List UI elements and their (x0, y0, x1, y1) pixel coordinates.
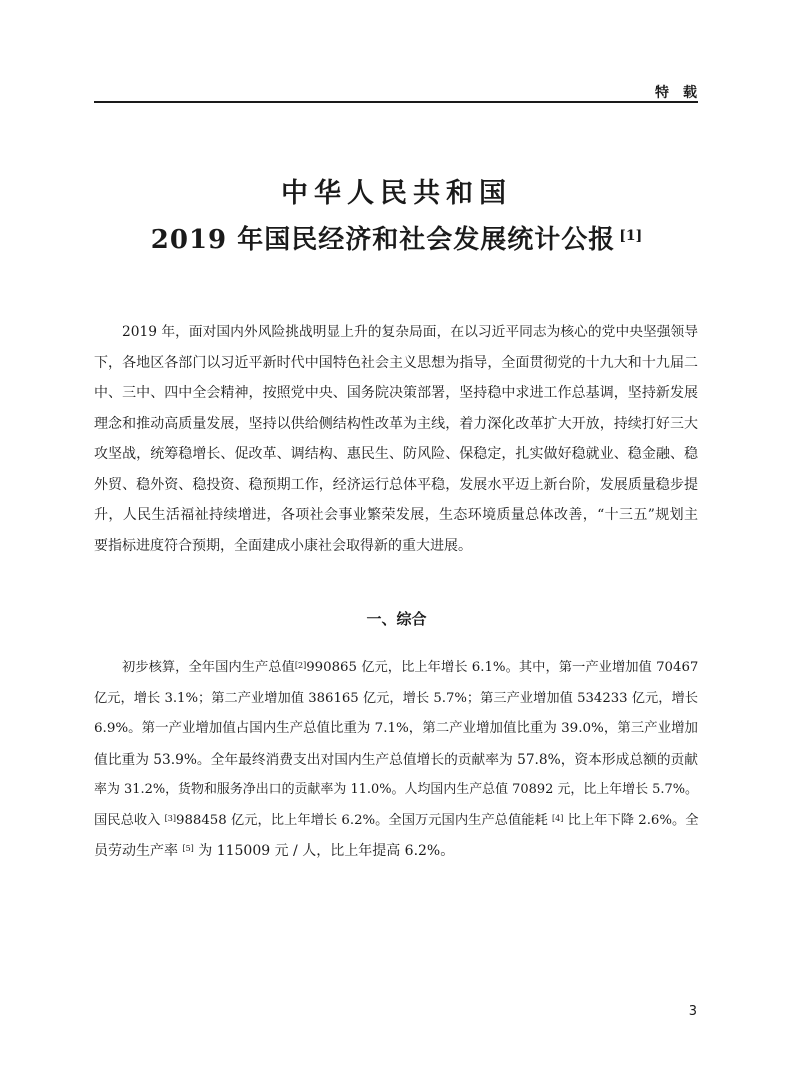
footnote-ref-4[interactable]: [4] (552, 813, 564, 823)
running-head (0, 82, 711, 102)
section-paragraph (94, 653, 698, 867)
paragraph-line: 值比重为 53.9%。全年最终消费支出对国内生产总值增长的贡献率为 57.8%，资本形成总额的贡献 (94, 751, 698, 768)
footnote-ref-2[interactable]: [2] (294, 661, 307, 670)
paragraph-line (94, 653, 698, 684)
document-title-line-1: 中华人民共和国 (281, 178, 512, 209)
text-run: 990865 亿元，比上年增长 6.1%。其中，第一产业增加值 70467 (306, 660, 699, 675)
paragraph-line: 亿元，增长 3.1%；第二产业增加值 386165 亿元，增长 5.7%；第三产业增加值 534233 亿元，增长 (94, 690, 698, 706)
text-run: 初步核算，全年国内生产总值 (122, 660, 295, 675)
paragraph-line: 率为 31.2%，货物和服务净出口的贡献率为 11.0%。人均国内生产总值 70892 元，比上年增长 5.7%。 (94, 782, 698, 797)
header-rule (94, 101, 698, 103)
footnote-ref-3[interactable]: [3] (164, 813, 176, 823)
text-run: 988458 亿元，比上年增长 6.2%。全国万元国内生产总值能耗 (176, 812, 548, 828)
document-title-text: 2019 年国民经济和社会发展统计公报 (150, 225, 616, 255)
paragraph-line: 6.9%。第一产业增加值占国内生产总值比重为 7.1%，第二产业增加值比重为 39.0%，第三产业增加 (94, 721, 698, 736)
text-run: 国民总收入 (94, 812, 161, 828)
footnote-ref-5[interactable]: [5] (182, 844, 194, 853)
paragraph-line: 外贸、稳外资、稳投资、稳预期工作，经济运行总体平稳，发展水平迈上新台阶，发展质量稳步提 (94, 476, 698, 493)
paragraph-line: 理念和推动高质量发展，坚持以供给侧结构性改革为主线，着力深化改革扩大开放，持续打好三大 (94, 415, 698, 432)
text-run: 为 115009 元 / 人，比上年提高 6.2%。 (198, 843, 455, 859)
paragraph-line: 攻坚战，统筹稳增长、促改革、调结构、惠民生、防风险、保稳定，扎实做好稳就业、稳金融、稳 (94, 446, 698, 462)
paragraph-line: 中、三中、四中全会精神，按照党中央、国务院决策部署，坚持稳中求进工作总基调，坚持新发展 (94, 385, 698, 401)
section-heading: 一、综合 (366, 610, 427, 628)
paragraph-line: 升，人民生活福祉持续增进，各项社会事业繁荣发展，生态环境质量总体改善，“十三五”规划主 (94, 507, 698, 523)
paragraph-line: 下，各地区各部门以习近平新时代中国特色社会主义思想为指导，全面贯彻党的十九大和十九届二 (94, 354, 698, 371)
paragraph-line (94, 806, 698, 837)
text-run: 员劳动生产率 (94, 843, 178, 859)
text-run: 比上年下降 2.6%。全 (567, 812, 699, 828)
footnote-ref-1[interactable]: [1] (619, 228, 643, 244)
paragraph-line: 要指标进度符合预期，全面建成小康社会取得新的重大进展。 (94, 537, 472, 554)
running-head-text: 特载 (655, 85, 711, 101)
page-number: 3 (688, 1004, 697, 1019)
paragraph-line: 2019 年，面对国内外风险挑战明显上升的复杂局面，在以习近平同志为核心的党中央坚强领导 (122, 324, 698, 340)
document-title-line-2 (0, 222, 793, 258)
paragraph-line (94, 836, 698, 867)
intro-paragraph (94, 317, 698, 561)
